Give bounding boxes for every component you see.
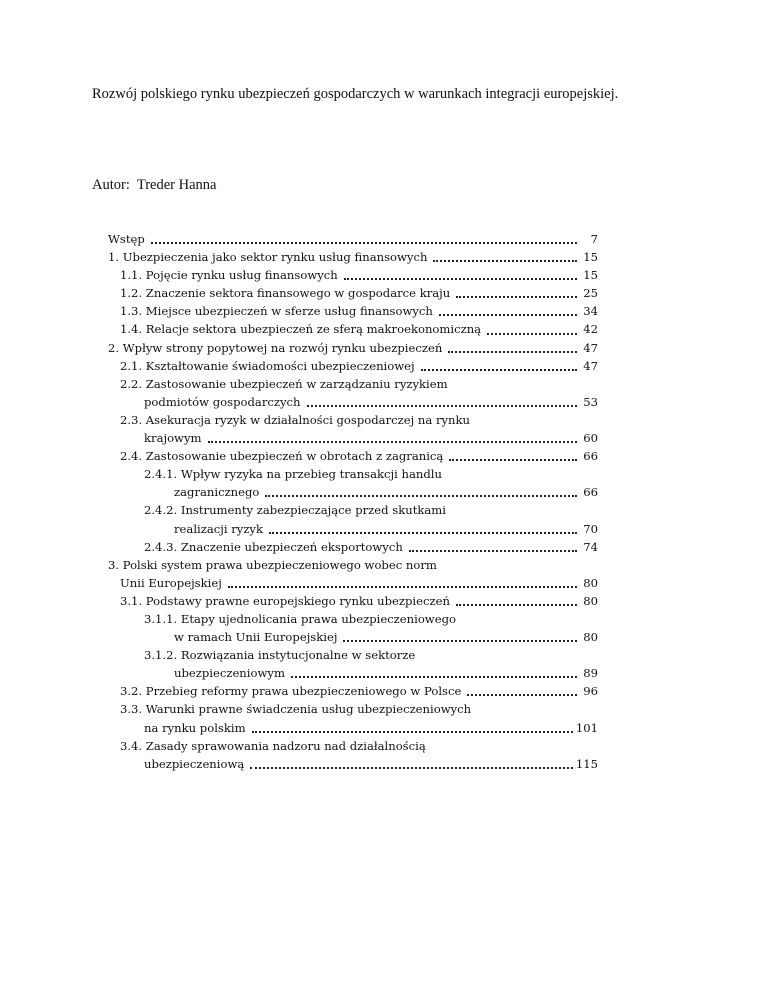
- toc-leader-dots: [208, 441, 577, 443]
- toc-entry: [108, 682, 598, 700]
- toc-entry: [108, 574, 598, 592]
- toc-leader-dots: [467, 694, 577, 696]
- toc-page-number: 96: [583, 684, 598, 699]
- toc-entry-text: ubezpieczeniowym: [174, 666, 285, 681]
- toc-page-number: 7: [590, 232, 598, 246]
- toc-entry-text: ubezpieczeniową: [144, 756, 245, 771]
- document-title: Rozwój polskiego rynku ubezpieczeń gospodarczych w warunkach integracji europejskiej.: [92, 86, 619, 102]
- toc-page-number: 25: [583, 286, 598, 301]
- table-of-contents: [108, 230, 598, 773]
- toc-entry: [108, 320, 598, 338]
- toc-entry-text: 2.4.1. Wpływ ryzyka na przebieg transakcji handlu: [144, 467, 442, 482]
- toc-entry: [108, 501, 598, 519]
- toc-entry: [108, 628, 598, 646]
- toc-entry-text: 1.3. Miejsce ubezpieczeń w sferze usług finansowych: [120, 304, 433, 319]
- toc-page-number: 15: [583, 268, 598, 283]
- toc-entry: [108, 429, 598, 447]
- toc-page-number: 34: [583, 304, 598, 319]
- toc-entry: [108, 520, 598, 538]
- toc-page-number: 66: [583, 485, 598, 500]
- toc-entry-text: 1.4. Relacje sektora ubezpieczeń ze sferą makroekonomiczną: [120, 322, 482, 337]
- toc-leader-dots: [487, 333, 577, 335]
- toc-entry-text: 3.4. Zasady sprawowania nadzoru nad działalnością: [120, 738, 426, 753]
- toc-entry: [108, 538, 598, 556]
- toc-entry-text: 3.1.1. Etapy ujednolicania prawa ubezpieczeniowego: [144, 611, 456, 626]
- toc-leader-dots: [448, 351, 577, 353]
- toc-page-number: 70: [583, 521, 598, 536]
- toc-entry-text: 2.4.3. Znaczenie ubezpieczeń eksportowych: [144, 539, 403, 554]
- toc-leader-dots: [409, 550, 577, 552]
- toc-entry-text: na rynku polskim: [144, 720, 246, 735]
- toc-page-number: 115: [575, 756, 598, 771]
- toc-entry-text: 3.1.2. Rozwiązania instytucjonalne w sektorze: [144, 648, 416, 663]
- toc-entry-text: realizacji ryzyk: [174, 521, 264, 536]
- toc-leader-dots: [439, 314, 577, 316]
- author-name: Treder Hanna: [136, 177, 217, 193]
- toc-entry: [108, 700, 598, 718]
- toc-entry-text: Wstęp: [108, 232, 145, 246]
- toc-page-number: 80: [583, 575, 598, 590]
- toc-page-number: 101: [575, 720, 598, 735]
- toc-entry-text: Unii Europejskiej: [120, 575, 222, 590]
- toc-leader-dots: [265, 495, 577, 497]
- toc-leader-dots: [456, 296, 577, 298]
- toc-entry-text: podmiotów gospodarczych: [144, 394, 301, 409]
- toc-entry-text: 1. Ubezpieczenia jako sektor rynku usług finansowych: [108, 250, 428, 265]
- toc-entry: [108, 719, 598, 737]
- toc-leader-dots: [421, 369, 577, 371]
- toc-page-number: 42: [583, 322, 598, 337]
- toc-entry: [108, 284, 598, 302]
- toc-entry: [108, 375, 598, 393]
- toc-page-number: 80: [583, 593, 598, 608]
- toc-leader-dots: [449, 459, 577, 461]
- toc-entry: [108, 465, 598, 483]
- toc-leader-dots: [343, 640, 577, 642]
- toc-entry: [108, 483, 598, 501]
- toc-entry-text: 2.4. Zastosowanie ubezpieczeń w obrotach z zagranicą: [120, 449, 444, 464]
- toc-entry: [108, 447, 598, 465]
- toc-entry-text: 3.2. Przebieg reformy prawa ubezpieczeniowego w Polsce: [120, 684, 462, 699]
- toc-page-number: 47: [583, 340, 598, 355]
- toc-leader-dots: [307, 405, 578, 407]
- toc-entry-text: 3.3. Warunki prawne świadczenia usług ubezpieczeniowych: [120, 702, 472, 717]
- toc-leader-dots: [151, 242, 577, 244]
- toc-page-number: 60: [583, 431, 598, 446]
- toc-entry-text: krajowym: [144, 431, 202, 446]
- toc-entry: [108, 556, 598, 574]
- toc-entry: [108, 339, 598, 357]
- toc-entry-text: w ramach Unii Europejskiej: [174, 630, 338, 645]
- toc-leader-dots: [228, 586, 577, 588]
- toc-leader-dots: [250, 767, 573, 769]
- toc-page-number: 74: [583, 539, 598, 554]
- toc-entry-text: 3. Polski system prawa ubezpieczeniowego wobec norm: [108, 557, 437, 572]
- toc-entry: [108, 610, 598, 628]
- toc-entry-text: 2. Wpływ strony popytowej na rozwój rynku ubezpieczeń: [108, 340, 443, 355]
- toc-entry-text: 3.1. Podstawy prawne europejskiego rynku ubezpieczeń: [120, 593, 450, 608]
- toc-entry-text: zagranicznego: [174, 485, 260, 500]
- toc-entry: [108, 755, 598, 773]
- toc-page-number: 89: [583, 666, 598, 681]
- toc-entry-text: 2.3. Asekuracja ryzyk w działalności gospodarczej na rynku: [120, 412, 470, 427]
- toc-entry: [108, 302, 598, 320]
- toc-entry: [108, 646, 598, 664]
- toc-entry-text: 2.2. Zastosowanie ubezpieczeń w zarządzaniu ryzykiem: [120, 376, 448, 391]
- toc-entry: [108, 393, 598, 411]
- toc-entry: [108, 266, 598, 284]
- toc-entry: [108, 411, 598, 429]
- toc-leader-dots: [344, 278, 577, 280]
- toc-entry: [108, 248, 598, 266]
- toc-entry: [108, 230, 598, 248]
- toc-entry: [108, 664, 598, 682]
- toc-leader-dots: [456, 604, 577, 606]
- author-label: Autor:: [92, 177, 130, 193]
- toc-entry: [108, 592, 598, 610]
- toc-leader-dots: [291, 676, 577, 678]
- toc-entry-text: 2.4.2. Instrumenty zabezpieczające przed skutkami: [144, 503, 446, 518]
- toc-leader-dots: [252, 731, 573, 733]
- toc-entry-text: 1.2. Znaczenie sektora finansowego w gospodarce kraju: [120, 286, 451, 301]
- toc-page-number: 47: [583, 358, 598, 373]
- toc-leader-dots: [433, 260, 577, 262]
- toc-entry-text: 1.1. Pojęcie rynku usług finansowych: [120, 268, 338, 283]
- toc-leader-dots: [269, 532, 577, 534]
- toc-entry: [108, 737, 598, 755]
- toc-page-number: 66: [583, 449, 598, 464]
- author-line: [92, 177, 216, 194]
- toc-entry-text: 2.1. Kształtowanie świadomości ubezpieczeniowej: [120, 358, 415, 373]
- toc-entry: [108, 357, 598, 375]
- toc-page-number: 53: [583, 394, 598, 409]
- toc-page-number: 15: [583, 250, 598, 265]
- toc-page-number: 80: [583, 630, 598, 645]
